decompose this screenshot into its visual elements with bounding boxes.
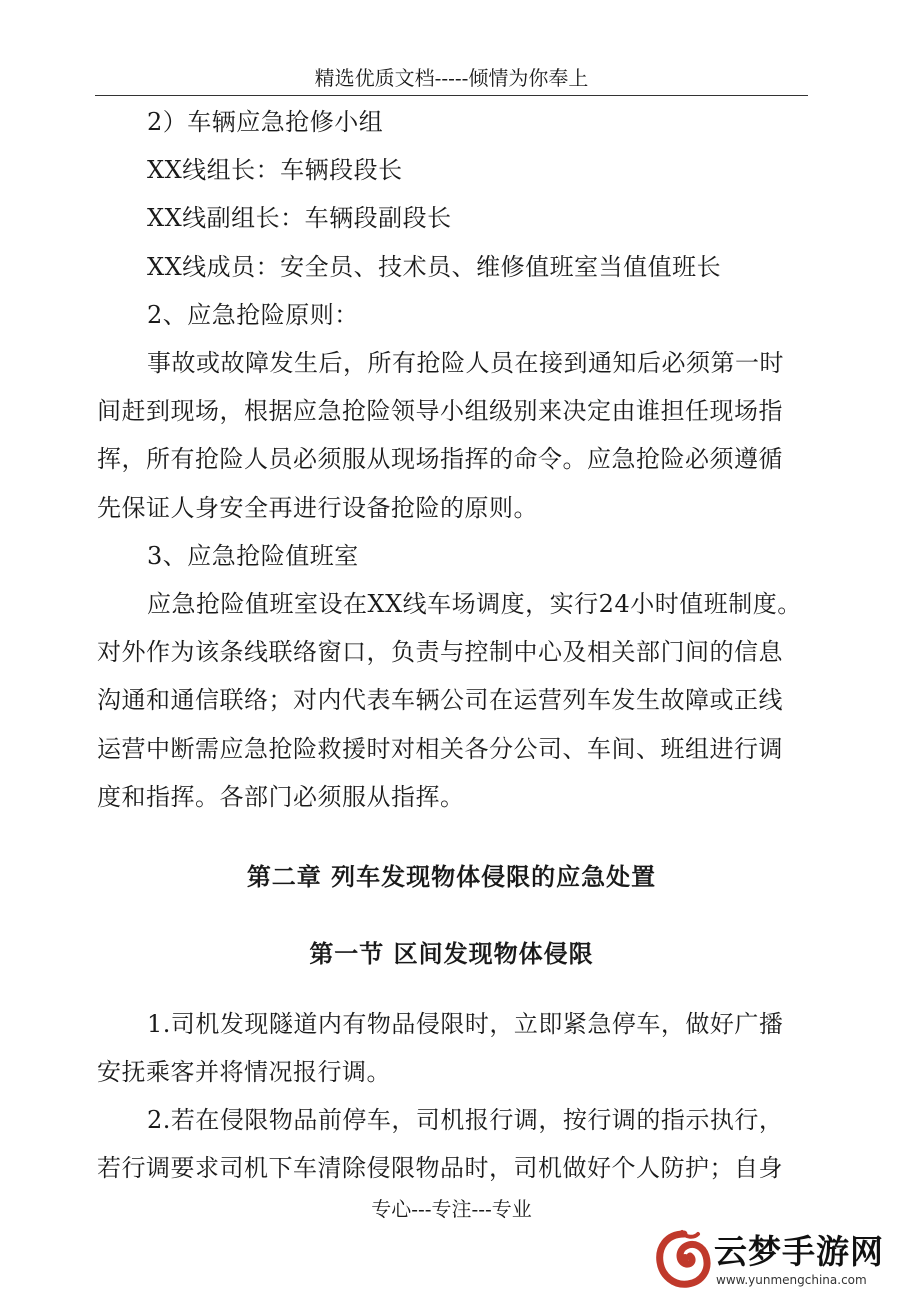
paragraph-line: 应急抢险值班室设在XX线车场调度，实行24小时值班制度。 — [147, 590, 802, 618]
paragraph-line: 沟通和通信联络；对内代表车辆公司在运营列车发生故障或正线 — [97, 686, 783, 714]
page-footer: 专心---专注---专业 — [371, 1197, 532, 1221]
paragraph-line: 间赶到现场，根据应急抢险领导小组级别来决定由谁担任现场指 — [97, 397, 783, 425]
chapter-heading: 第二章 列车发现物体侵限的应急处置 — [246, 863, 657, 891]
paragraph-line: 3、应急抢险值班室 — [147, 542, 359, 570]
paragraph-line: 事故或故障发生后，所有抢险人员在接到通知后必须第一时 — [147, 349, 784, 377]
paragraph-line: 1.司机发现隧道内有物品侵限时，立即紧急停车，做好广播 — [147, 1010, 784, 1038]
paragraph-line: 挥，所有抢险人员必须服从现场指挥的命令。应急抢险必须遵循 — [97, 445, 783, 473]
paragraph-line: 对外作为该条线联络窗口，负责与控制中心及相关部门间的信息 — [97, 638, 783, 666]
paragraph-line: XX线成员：安全员、技术员、维修值班室当值值班长 — [147, 253, 722, 281]
paragraph-line: 2）车辆应急抢修小组 — [147, 108, 384, 136]
paragraph-line: 若行调要求司机下车清除侵限物品时，司机做好个人防护；自身 — [97, 1154, 783, 1182]
paragraph-line: XX线组长：车辆段段长 — [147, 156, 403, 184]
paragraph-line: 2、应急抢险原则： — [147, 301, 359, 329]
header-divider — [95, 95, 808, 96]
paragraph-line: 先保证人身安全再进行设备抢险的原则。 — [97, 494, 538, 522]
paragraph-line: 安抚乘客并将情况报行调。 — [97, 1058, 391, 1086]
watermark-logo-icon — [652, 1228, 716, 1292]
section-heading: 第一节 区间发现物体侵限 — [309, 940, 594, 968]
watermark — [652, 1228, 912, 1292]
header-text: 精选优质文档-----倾情为你奉上 — [314, 66, 589, 90]
paragraph-line: 运营中断需应急抢险救援时对相关各分公司、车间、班组进行调 — [97, 735, 783, 763]
paragraph-line: 2.若在侵限物品前停车，司机报行调，按行调的指示执行， — [147, 1106, 784, 1134]
paragraph-line: 度和指挥。各部门必须服从指挥。 — [97, 783, 465, 811]
watermark-title: 云梦手游网 — [714, 1232, 884, 1271]
paragraph-line: XX线副组长：车辆段副段长 — [147, 204, 452, 232]
watermark-url: www.yunmengchina.com — [716, 1273, 867, 1287]
